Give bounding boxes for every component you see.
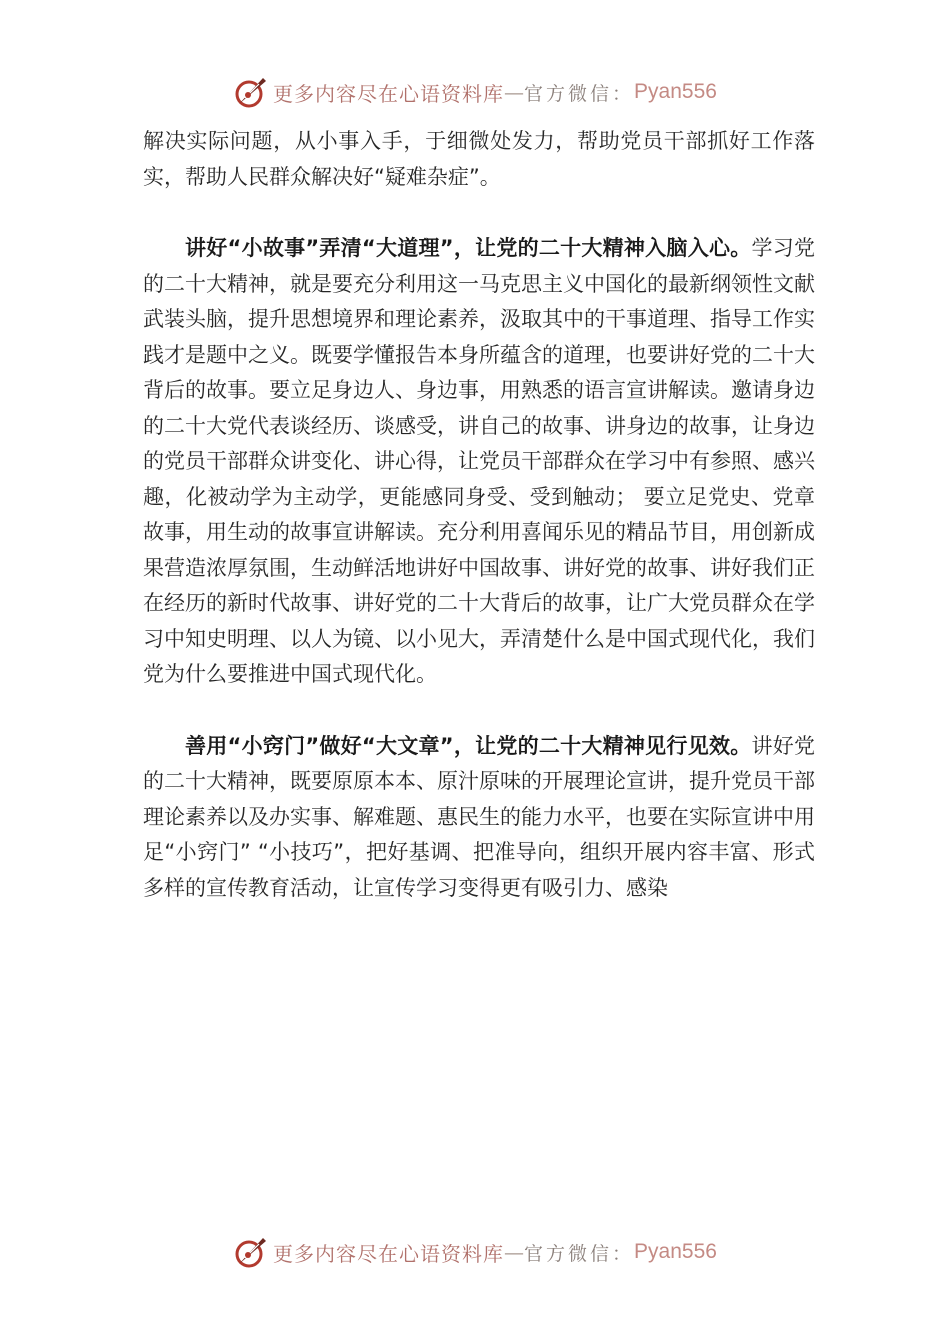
section-text-1: 学习党的二十大精神，就是要充分利用这一马克思主义中国化的最新纲领性文献武装头脑，提升思想境界和理论素养，汲取其中的干事道理、指导工作实践才是题中之义。既要学懂报告本身所蕴含的道理，也要讲好党的二十大背后的故事。要立足身边人、身边事，用熟悉的语言宣讲解读。邀请身边的二十大党代表谈经历、谈感受，讲自己的故事、讲身边的故事，让身边的党员干部群众讲变化、讲心得，让党员干部群众在学习中有参照、感兴趣，化被动学为主动学，更能感同身受、受到触动； 要立足党史、党章故事，用生动的故事宣讲解读。充分利用喜闻乐见的精品节目，用创新成果营造浓厚氛围，生动鲜活地讲好中国故事、讲好党的故事、讲好我们正在经历的新时代故事、讲好党的二十大背后的故事，让广大党员群众在学习中知史明理、以人为镜、以小见大，弄清楚什么是中国式现代化，我们党为什么要推进中国式现代化。 [143, 236, 815, 686]
quill-pen-logo-icon [233, 74, 269, 110]
footer-slogan: 更多内容尽在心语资料库 [273, 1241, 505, 1266]
header-dash: — [504, 80, 525, 104]
section-paragraph-2 [143, 729, 815, 907]
section-text-2: 讲好党的二十大精神，既要原原本本、原汁原味的开展理论宣讲，提升党员干部理论素养以及办实事、解难题、惠民生的能力水平，也要在实际宣讲中用足“小窍门” “小技巧”，把好基调、把准导向，组织开展内容丰富、形式多样的宣传教育活动，让宣传学习变得更有吸引力、感染 [143, 733, 815, 900]
intro-continuation: 解决实际问题，从小事入手，于细微处发力，帮助党员干部抓好工作落实，帮助人民群众解决好“疑难杂症”。 [143, 129, 815, 189]
footer-wechat-label: 官方微信： [524, 1242, 635, 1265]
quill-pen-logo-icon [233, 1234, 269, 1270]
header-wechat-label: 官方微信： [524, 82, 635, 105]
section-heading-2: 善用“小窍门”做好“大文章”，让党的二十大精神见行见效。 [185, 733, 752, 758]
footer-wechat-id: Pyan556 [634, 1240, 717, 1263]
header-wechat-id: Pyan556 [634, 80, 717, 103]
header-banner [0, 72, 950, 112]
footer-dash: — [504, 1240, 525, 1264]
section-paragraph-1 [143, 231, 815, 693]
footer-banner [0, 1232, 950, 1272]
document-body [143, 124, 815, 906]
section-heading-1: 讲好“小故事”弄清“大道理”，让党的二十大精神入脑入心。 [185, 236, 752, 260]
header-slogan: 更多内容尽在心语资料库 [273, 81, 505, 106]
